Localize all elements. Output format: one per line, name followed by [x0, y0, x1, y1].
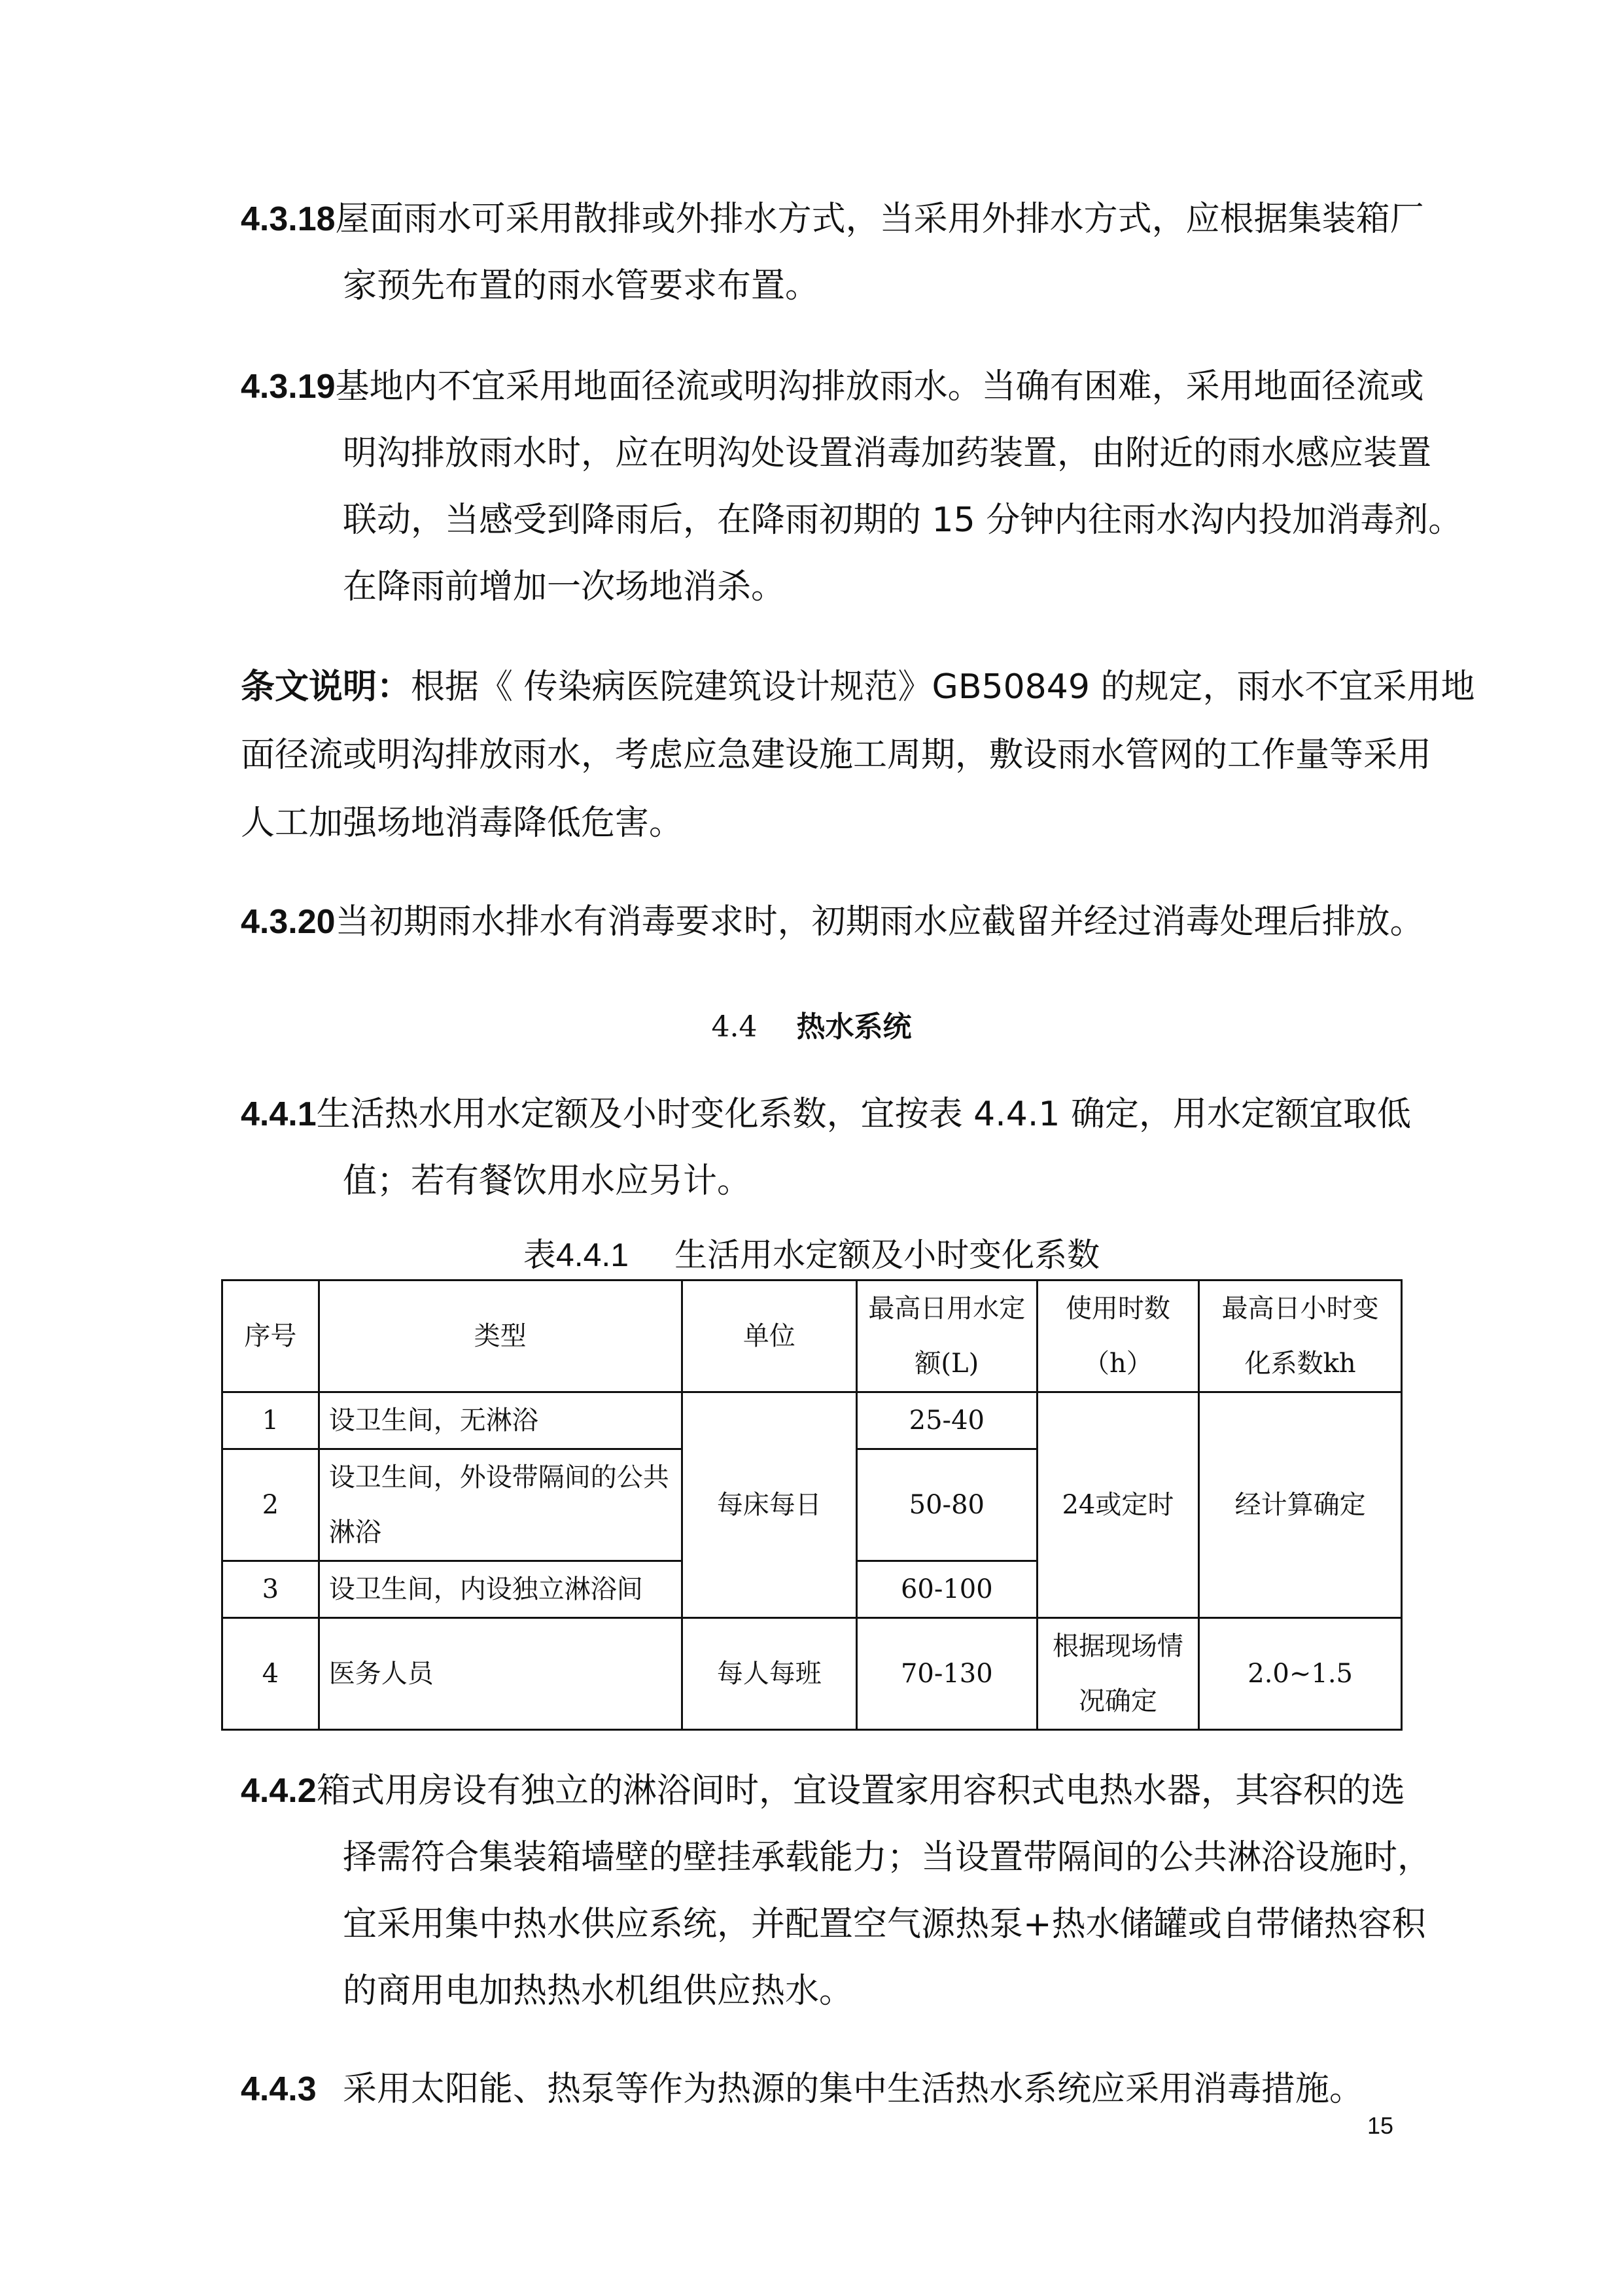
clause-4-4-1 — [241, 1081, 1412, 1214]
header-cell: 最高日小时变化系数kh — [1199, 1280, 1402, 1392]
header-cell: 使用时数（h） — [1037, 1280, 1199, 1392]
clause-number: 4.3.19 — [241, 368, 336, 406]
table-cell: 50-80 — [857, 1449, 1038, 1561]
explanation-label: 条文说明： — [241, 667, 411, 707]
clause-text: 联动，当感受到降雨后，在降雨初期的 15 分钟内往雨水沟内投加消毒剂。 — [343, 501, 1463, 540]
table-cell: 设卫生间，无淋浴 — [319, 1392, 682, 1449]
header-cell: 类型 — [319, 1280, 682, 1392]
clause-text: 生活热水用水定额及小时变化系数，宜按表 4.4.1 确定，用水定额宜取低 — [316, 1095, 1412, 1134]
clause-text: 当初期雨水排水有消毒要求时，初期雨水应截留并经过消毒处理后排放。 — [335, 902, 1424, 942]
clause-text: 在降雨前增加一次场地消杀。 — [343, 567, 786, 607]
table-caption — [0, 1229, 1623, 1281]
clause-number: 4.4.2 — [241, 1772, 317, 1810]
table-cell: 根据现场情况确定 — [1037, 1618, 1199, 1730]
table-cell: 医务人员 — [319, 1618, 682, 1730]
explanation-text: 人工加强场地消毒降低危害。 — [241, 804, 684, 843]
clause-text: 家预先布置的雨水管要求布置。 — [343, 266, 820, 306]
table-number: 表4.4.1 — [523, 1237, 629, 1273]
header-cell: 单位 — [682, 1280, 856, 1392]
table-cell: 4 — [222, 1618, 319, 1730]
header-cell: 最高日用水定额(L) — [857, 1280, 1038, 1392]
clause-4-4-2 — [241, 1757, 1432, 2024]
clause-text: 采用太阳能、热泵等作为热源的集中生活热水系统应采用消毒措施。 — [343, 2070, 1364, 2109]
table-cell: 70-130 — [857, 1618, 1038, 1730]
section-heading — [0, 1001, 1623, 1053]
table-cell: 2 — [222, 1449, 319, 1561]
clause-number: 4.4.1 — [241, 1095, 317, 1133]
clause-text: 宜采用集中热水供应系统，并配置空气源热泵+热水储罐或自带储热容积 — [343, 1905, 1426, 1944]
table-cell: 设卫生间，外设带隔间的公共淋浴 — [319, 1449, 682, 1561]
clause-explanation — [241, 653, 1475, 857]
table-cell: 25-40 — [857, 1392, 1038, 1449]
table-cell: 设卫生间，内设独立淋浴间 — [319, 1561, 682, 1618]
clause-number: 4.3.20 — [241, 903, 336, 941]
clause-text: 屋面雨水可采用散排或外排水方式，当采用外排水方式，应根据集装箱厂 — [335, 200, 1424, 239]
table-cell: 2.0~1.5 — [1199, 1618, 1402, 1730]
clause-4-3-18 — [241, 186, 1424, 319]
clause-text: 的商用电加热热水机组供应热水。 — [343, 1971, 854, 2011]
table-row — [222, 1618, 1402, 1730]
table-cell: 3 — [222, 1561, 319, 1618]
clause-text: 基地内不宜采用地面径流或明沟排放雨水。当确有困难，采用地面径流或 — [335, 367, 1424, 406]
clause-text: 明沟排放雨水时，应在明沟处设置消毒加药装置，由附近的雨水感应装置 — [343, 434, 1432, 473]
table-cell: 24或定时 — [1037, 1392, 1199, 1618]
section-number: 4.4 — [711, 1010, 758, 1044]
table-row — [222, 1392, 1402, 1449]
table-cell: 每床每日 — [682, 1392, 856, 1618]
section-title: 热水系统 — [796, 1010, 912, 1044]
table-header-row — [222, 1280, 1402, 1392]
table-title: 生活用水定额及小时变化系数 — [674, 1236, 1100, 1274]
clause-number: 4.4.3 — [241, 2070, 317, 2108]
header-cell: 序号 — [222, 1280, 319, 1392]
table-cell: 每人每班 — [682, 1618, 856, 1730]
clause-4-3-19 — [241, 353, 1463, 620]
clause-text: 箱式用房设有独立的淋浴间时，宜设置家用容积式电热水器，其容积的选 — [316, 1771, 1405, 1810]
clause-text: 择需符合集装箱墙壁的壁挂承载能力；当设置带隔间的公共淋浴设施时， — [343, 1838, 1432, 1877]
page-number: 15 — [1367, 2112, 1394, 2139]
clause-4-4-3 — [241, 2056, 1405, 2123]
water-quota-table — [221, 1279, 1403, 1731]
explanation-text: 根据《 传染病医院建筑设计规范》GB50849 的规定，雨水不宜采用地 — [411, 667, 1475, 707]
clause-4-3-20 — [241, 889, 1424, 955]
table-cell: 经计算确定 — [1199, 1392, 1402, 1618]
clause-text: 值；若有餐饮用水应另计。 — [343, 1161, 752, 1201]
explanation-text: 面径流或明沟排放雨水，考虑应急建设施工周期，敷设雨水管网的工作量等采用 — [241, 735, 1432, 775]
table-cell: 1 — [222, 1392, 319, 1449]
table-cell: 60-100 — [857, 1561, 1038, 1618]
clause-number: 4.3.18 — [241, 200, 336, 238]
